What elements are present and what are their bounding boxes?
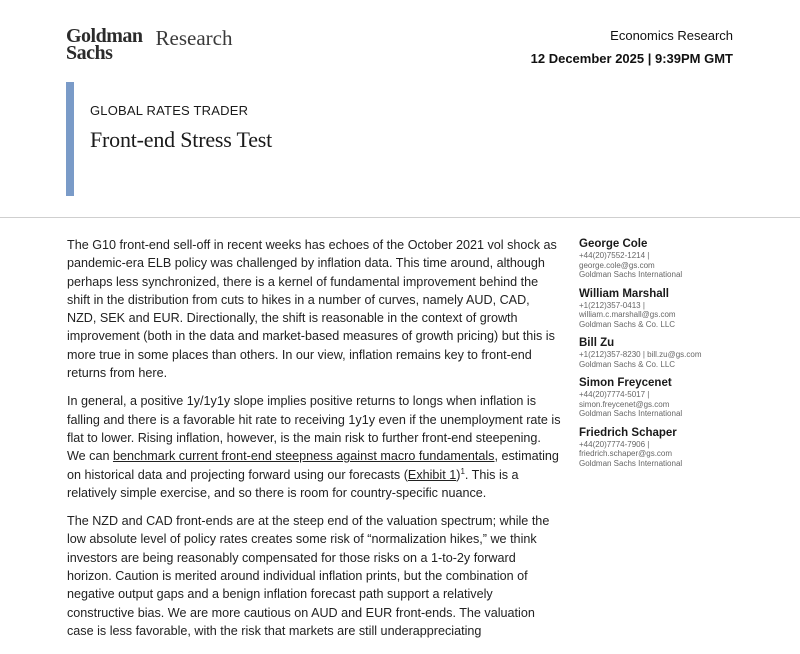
author-name: Bill Zu [579,337,615,349]
exhibit-1-link[interactable]: Exhibit 1 [407,467,457,482]
paragraph-1: The G10 front-end sell-off in recent weeks has echoes of the October 2021 vol shock as pandemic-era ELB policy was challenged by inflation data. This time around, although perhaps less synchronized, there is a kernel of fundamental improvement behind the shift in the distribution from cuts to hikes in a number of curves, namely AUD, CAD, NZD, SEK and EUR. Directionally, the shift is reasonable in the context of growth improvement (both in the data and market-based measures of growth pricing) but this is more true in some places than others. In our view, inflation remains key to front-end returns from here. [67,238,557,381]
author-phone: +1(212)357-0413 | [579,300,645,310]
footnote-1-ref[interactable]: 1 [460,466,465,476]
logo-line-sachs: Sachs [66,42,113,64]
paragraph-2-text-a: In general, a positive 1y/1y1y slope implies positive returns to longs when inflation is falling and there is a favorable hit rate to receiving 1y1y even if the unemployment rate is flat to lower. Rising inflation, however, is the main risk to further front-end steepening. We can [67,394,561,464]
report-header [0,0,800,218]
report-meta [531,28,733,67]
benchmark-link[interactable]: benchmark current front-end steepness against macro fundamentals [112,449,495,464]
author-phone: +44(20)7774-7906 | [579,439,650,449]
author-card [579,237,769,280]
author-name: Friedrich Schaper [579,426,677,439]
title-accent-bar [66,82,74,196]
author-card [579,336,769,369]
author-card [579,376,769,419]
author-name: Simon Freycenet [579,377,672,389]
author-phone: +44(20)7774-5017 | [579,390,650,399]
author-entity: Goldman Sachs International [579,270,683,279]
author-entity: Goldman Sachs International [579,409,683,418]
author-email[interactable]: friedrich.schaper@gs.com [579,449,673,458]
author-name: William Marshall [579,287,670,300]
header-divider [0,217,800,218]
author-card [579,287,769,330]
author-email[interactable]: william.c.marshall@gs.com [579,310,676,319]
report-kicker: GLOBAL RATES TRADER [90,103,249,118]
paragraph-2-text-c: ) [456,467,461,482]
author-entity: Goldman Sachs & Co. LLC [579,319,676,329]
paragraph-2-text-b: , estimating on historical data and projecting forward using our forecasts ( [67,449,559,482]
logo-research-label: Research [155,26,233,50]
author-name: George Cole [579,238,648,250]
logo-line-goldman: Goldman [66,25,143,47]
paragraph-2 [67,392,561,502]
goldman-sachs-logo [66,25,143,64]
author-phone[interactable]: +1(212)357-8230 | bill.zu@gs.com [579,350,702,359]
author-email[interactable]: george.cole@gs.com [579,260,655,270]
author-list [579,237,769,475]
author-entity: Goldman Sachs International [579,458,683,468]
paragraph-3: The NZD and CAD front-ends are at the steep end of the valuation spectrum; while the low absolute level of policy rates creates some risk of “normalization hikes,” we think investors are being reasonably compensated for those risks on a 1-to-2y forward horizon. Caution is merited around individual inflation prints, but the combination of negative output gaps and a benign inflation forecast path support a relatively constructive bias. We are more cautious on AUD and EUR front-ends. The valuation case is less favorable, with the risk that markets are still underappreciating [67,514,550,638]
report-body [67,236,561,650]
author-email[interactable]: simon.freycenet@gs.com [579,399,670,409]
report-date: 12 December 2025 | 9:39PM GMT [530,51,733,66]
report-series: Economics Research [610,28,733,43]
author-card [579,426,769,469]
paragraph-2-text-d: . This is a relatively simple exercise, and so there is room for country-specific nuance. [67,467,519,500]
goldman-sachs-research-logo [66,25,233,64]
author-phone: +44(20)7552-1214 | [579,251,650,260]
author-entity: Goldman Sachs & Co. LLC [579,359,676,369]
page-title: Front-end Stress Test [90,127,273,152]
